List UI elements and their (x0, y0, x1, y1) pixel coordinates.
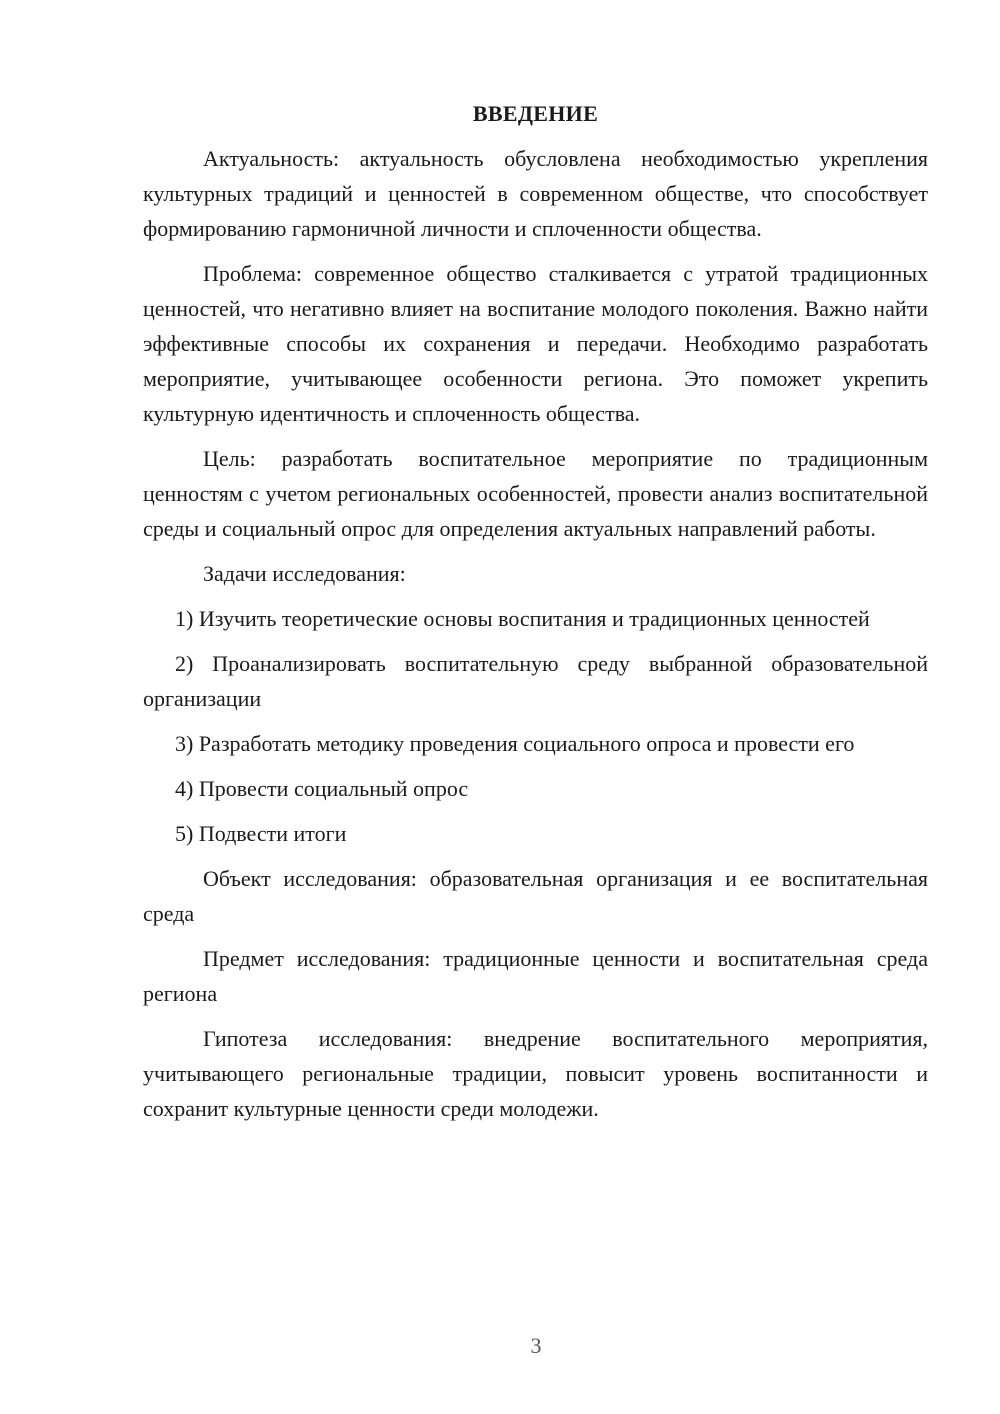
page-number: 3 (530, 1333, 542, 1358)
paragraph-hypothesis: Гипотеза исследования: внедрение воспитательного мероприятия, учитывающего региональные традиции, повысит уровень воспитанности и сохранит культурные ценности среди молодежи. (143, 1026, 928, 1121)
paragraph-relevance: Актуальность: актуальность обусловлена необходимостью укрепления культурных традиций и ценностей в современном обществе, что способствует формированию гармоничной личности и сплоченности общества. (143, 146, 928, 241)
list-item: 1) Изучить теоретические основы воспитания и традиционных ценностей (175, 606, 870, 631)
list-item: 2) Проанализировать воспитательную среду выбранной образовательной организации (143, 651, 928, 711)
tasks-heading: Задачи исследования: (203, 561, 406, 586)
section-title: ВВЕДЕНИЕ (472, 101, 599, 126)
paragraph-goal: Цель: разработать воспитательное мероприятие по традиционным ценностям с учетом региональных особенностей, провести анализ воспитательной среды и социальный опрос для определения актуальных направлений работы. (143, 446, 928, 541)
document-page (143, 96, 928, 1136)
paragraph-subject: Предмет исследования: традиционные ценности и воспитательная среда региона (143, 946, 928, 1006)
tasks-list (143, 601, 928, 851)
paragraph-problem: Проблема: современное общество сталкивается с утратой традиционных ценностей, что негативно влияет на воспитание молодого поколения. Важно найти эффективные способы их сохранения и передачи. Необходимо разработать мероприятие, учитывающее особенности региона. Это поможет укрепить культурную идентичность и сплоченность общества. (143, 261, 928, 426)
list-item: 3) Разработать методику проведения социального опроса и провести его (175, 731, 855, 756)
list-item: 5) Подвести итоги (175, 821, 347, 846)
paragraph-object: Объект исследования: образовательная организация и ее воспитательная среда (143, 866, 928, 926)
list-item: 4) Провести социальный опрос (175, 776, 469, 801)
